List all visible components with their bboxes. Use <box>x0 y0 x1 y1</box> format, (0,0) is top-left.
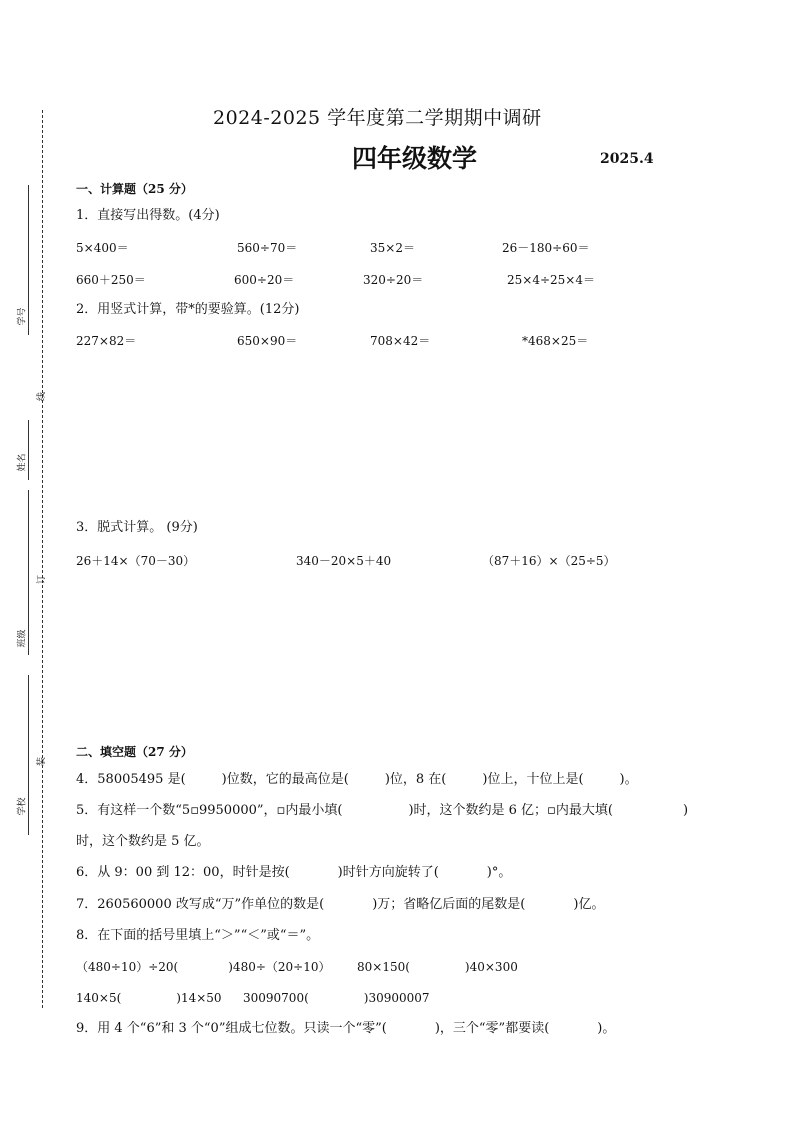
q5-part-3: ) <box>682 803 689 818</box>
q8-d-right: )30900007 <box>363 991 430 1005</box>
q9-part-3: )。 <box>597 1021 616 1036</box>
q5-part-2: )时，这个数约是 6 亿；▫内最大填( <box>408 803 613 818</box>
binding-label-student-id: 学号 <box>17 307 28 326</box>
student-id-underline <box>28 185 30 335</box>
q6-part-2: )时针方向旋转了( <box>337 865 439 880</box>
school-underline <box>28 675 30 835</box>
q8-b-right: )40×300 <box>464 960 518 974</box>
q8-compare-d <box>243 991 430 1005</box>
q8-c-right: )14×50 <box>176 991 222 1005</box>
name-underline <box>28 420 30 480</box>
q9-part-1: 9．用 4 个“6”和 3 个“0”组成七位数。只读一个“零”( <box>76 1021 387 1036</box>
binding-label-line: 线 <box>37 391 48 402</box>
q3-item-3: （87＋16）×（25÷5） <box>482 554 616 568</box>
section2-heading: 二、填空题（27 分） <box>76 745 193 759</box>
q8-a-left: （480÷10）÷20( <box>76 960 179 974</box>
exam-date: 2025.4 <box>600 151 654 167</box>
q4-part-1: 4．58005495 是( <box>76 772 186 787</box>
q7-part-2: )万；省略亿后面的尾数是( <box>372 897 526 912</box>
q1-title: 1．直接写出得数。(4分) <box>76 208 220 223</box>
q2-title: 2．用竖式计算，带*的要验算。(12分) <box>76 302 300 317</box>
binding-label-name: 姓名 <box>17 453 28 472</box>
q2-item-4: *468×25＝ <box>522 334 589 348</box>
q1-item-1: 5×400＝ <box>76 241 129 255</box>
q4-part-4: )位上，十位上是( <box>482 772 584 787</box>
binding-label-bind: 订 <box>37 574 48 585</box>
section1-heading: 一、计算题（25 分） <box>76 182 193 196</box>
q5-line-1 <box>76 803 688 818</box>
q1-item-2: 560÷70＝ <box>237 241 298 255</box>
q7-line <box>76 897 604 912</box>
q3-item-1: 26＋14×（70－30） <box>76 554 196 568</box>
q6-part-1: 6．从 9：00 到 12：00，时针是按( <box>76 865 290 880</box>
binding-label-mount: 装 <box>37 756 48 767</box>
q9-line <box>76 1021 615 1036</box>
q1-item-3: 35×2＝ <box>370 241 415 255</box>
q8-d-left: 30090700( <box>243 991 309 1005</box>
q2-item-3: 708×42＝ <box>370 334 431 348</box>
q1-item-5: 660＋250＝ <box>76 273 146 287</box>
q6-line <box>76 865 511 880</box>
exam-title: 2024-2025 学年度第二学期期中调研 <box>213 107 542 129</box>
q1-item-8: 25×4÷25×4＝ <box>507 273 595 287</box>
q8-title: 8．在下面的括号里填上“＞”“＜”或“＝”。 <box>76 928 320 943</box>
q7-part-1: 7．260560000 改写成“万”作单位的数是( <box>76 897 325 912</box>
q4-part-2: )位数，它的最高位是( <box>221 772 349 787</box>
exam-subject: 四年级数学 <box>352 144 478 173</box>
q5-part-1: 5．有这样一个数“5▫9950000”，▫内最小填( <box>76 803 343 818</box>
q4-part-3: )位，8 在( <box>384 772 447 787</box>
binding-label-school: 学校 <box>17 797 28 816</box>
q2-item-1: 227×82＝ <box>76 334 137 348</box>
q8-compare-a <box>76 960 331 974</box>
q8-compare-b <box>357 960 518 974</box>
q8-b-left: 80×150( <box>357 960 410 974</box>
q1-item-6: 600÷20＝ <box>234 273 295 287</box>
q4-part-5: )。 <box>619 772 638 787</box>
q1-item-7: 320÷20＝ <box>363 273 424 287</box>
q4-line <box>76 772 638 787</box>
binding-label-class: 班级 <box>17 629 28 648</box>
q8-a-right: )480÷（20÷10） <box>228 960 331 974</box>
q1-item-4: 26－180÷60＝ <box>502 241 590 255</box>
q2-item-2: 650×90＝ <box>237 334 298 348</box>
binding-dashed-line <box>42 110 43 1008</box>
q8-c-left: 140×5( <box>76 991 122 1005</box>
q9-part-2: )，三个“零”都要读( <box>434 1021 550 1036</box>
q8-compare-c <box>76 991 222 1005</box>
q5-line-2: 时，这个数约是 5 亿。 <box>76 834 210 849</box>
q7-part-3: )亿。 <box>573 897 605 912</box>
class-underline <box>28 490 30 655</box>
q3-item-2: 340－20×5＋40 <box>296 554 392 568</box>
q6-part-3: )°。 <box>486 865 512 880</box>
q3-title: 3．脱式计算。 (9分) <box>76 520 198 535</box>
